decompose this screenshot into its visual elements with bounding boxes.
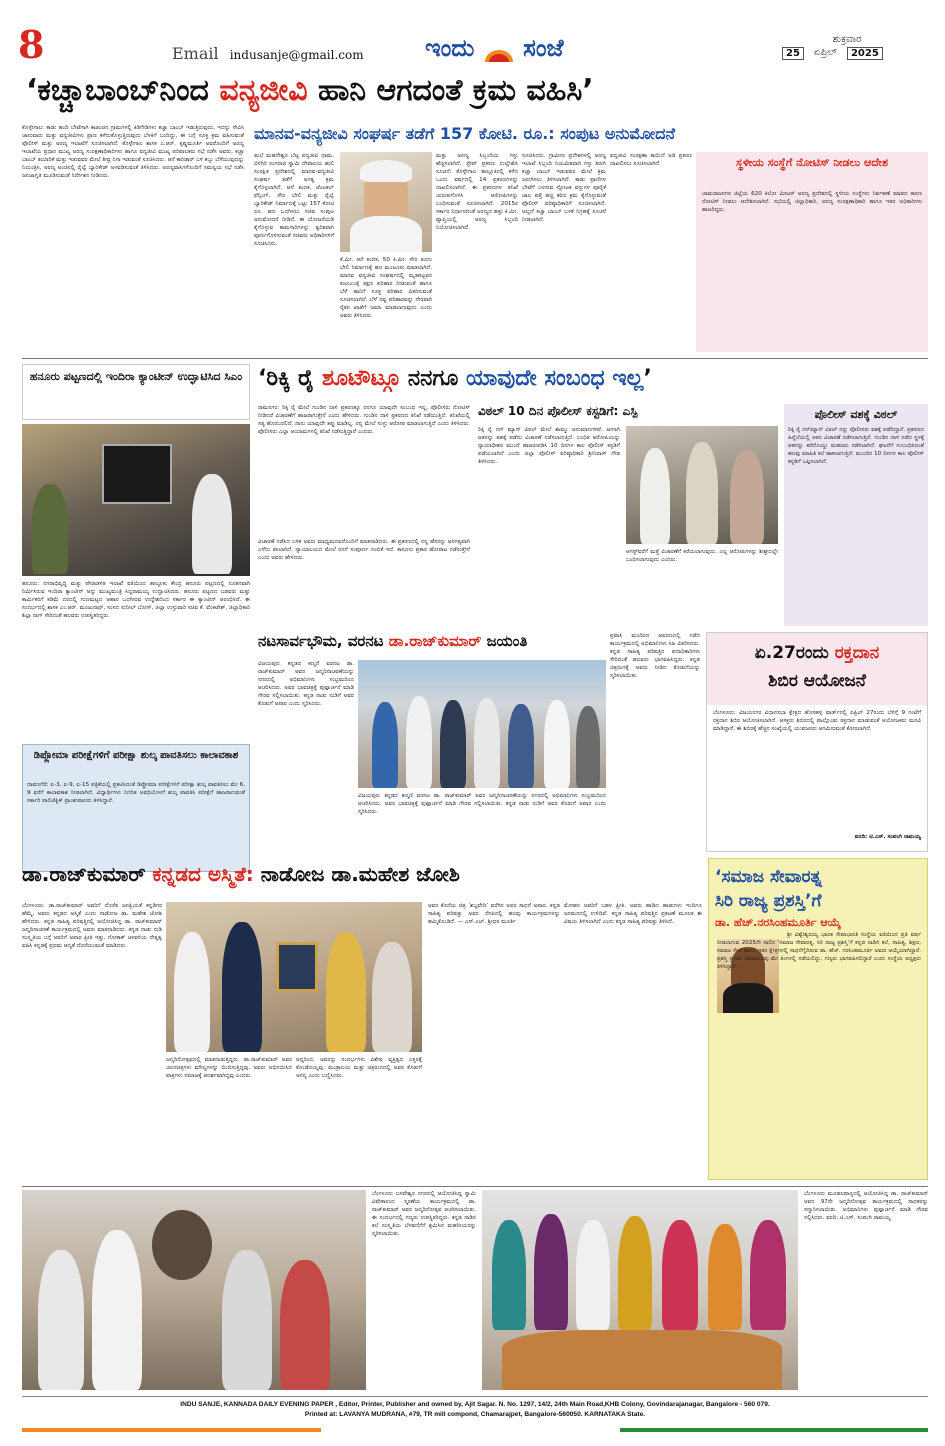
weekday: ಶುಕ್ರವಾರ bbox=[832, 34, 862, 45]
blood-donation-title-line2: ಶಿಬಿರ ಆಯೋಜನೆ bbox=[768, 671, 866, 691]
masthead-right: ಸಂಜೆ bbox=[523, 34, 564, 62]
rikki-headline bbox=[258, 366, 928, 400]
diploma-text: ದಾವಣಗೆರೆ: ಏ-3, ಏ-9, ಏ-15 ಪತ್ರಿಕೆಯಲ್ಲಿ ಪ್ರಕಟಿಸಿದಂತೆ ಡಿಪ್ಲೋಮಾ ಪರೀಕ್ಷೆಗಳಿಗೆ ಪರೀಕ್ಷಾ ಶುಲ್ಕ ಪಾವತಿಸಲು ಮೇ 6, 9 ವರೆಗೆ ಕಾಲಾವಕಾಶ ನೀಡಲಾಗಿದೆ. ವಿದ್ಯಾರ್ಥಿಗಳು ನಿಗದಿತ ಅವಧಿಯೊಳಗೆ ಶುಲ್ಕ ಪಾವತಿಸಿ ಪರೀಕ್ಷೆಗೆ ಹಾಜರಾಗುವಂತೆ ಸರ್ಕಾರಿ ಪಾಲಿಟೆಕ್ನಿಕ್ ಪ್ರಾಂಶುಪಾಲರು ತಿಳಿಸಿದ್ದಾರೆ. bbox=[27, 782, 245, 804]
rikki-side-box bbox=[784, 404, 928, 626]
rikki-headline-part2: ಗೂ ನನಗೂ bbox=[400, 366, 466, 391]
minister-portrait bbox=[340, 152, 432, 252]
footer-tricolor bbox=[22, 1428, 928, 1432]
rikki-side-text: ರಿಕ್ಕಿ ರೈ ಗನ್‌ಮ್ಯಾನ್ ವಿಠಲ್ ನನ್ನು ಪೊಲೀಸರು ವಶಕ್ಕೆ ಪಡೆದಿದ್ದಾರೆ. ಪ್ರಕರಣದ ಹಿನ್ನೆಲೆಯಲ್ಲಿ ಆತನ ವಿಚಾರಣೆ ನಡೆಸಲಾಗುತ್ತಿದೆ. ಗುಂಡಿನ ದಾಳಿ ನಡೆದ ಸ್ಥಳಕ್ಕೆ ಆತನನ್ನು ಕರೆದೊಯ್ದು ಮಹಜರು ನಡೆಸಲಾಗಿದೆ. ಘಟನೆಗೆ ಸಂಬಂಧಿಸಿದಂತೆ ಹಲವು ಮಾಹಿತಿ ಕಲೆ ಹಾಕಲಾಗುತ್ತಿದೆ. ಮುಂದಿನ 10 ದಿನಗಳ ಕಾಲ ಪೊಲೀಸ್ ಕಸ್ಟಡಿಗೆ ಒಪ್ಪಿಸಲಾಗಿದೆ. bbox=[788, 427, 924, 465]
blood-title-red: ರಕ್ತದಾನ bbox=[834, 643, 880, 663]
rikki-subheadline: ವಿಠಲ್ 10 ದಿನ ಪೊಲೀಸ್ ಕಸ್ಟಡಿಗೆ: ಎಸ್ಪಿ bbox=[478, 404, 638, 418]
rikki-headline-blue: ಯಾವುದೇ ಸಂಬಂಧ ಇಲ್ಲ bbox=[465, 366, 644, 391]
diploma-box bbox=[22, 744, 250, 872]
footer-line-2: Printed at: LAVANYA MUDRANA, #79, TR mill compond, Chamarajpet, Bangalore-560050. KARNATAKA State. bbox=[304, 1411, 646, 1418]
rikki-side-title: ಪೊಲೀಸ್ ವಶಕ್ಕೆ ವಿಠಲ್ bbox=[814, 408, 898, 421]
blood-donation-title-line1 bbox=[713, 639, 921, 667]
lead-column-5: ಸೂಚಿಸಿದರು. ಗ್ರಾಮೀಣ ಪ್ರದೇಶಗಳಲ್ಲಿ ಅರಣ್ಯ ಇಲಾಖೆ ಸಿಬ್ಬಂದಿ ನಿಯಮಿತವಾಗಿ ಗಸ್ತು ತಿರುಗಿ ಕಚ್ಚಾ ಬಾಂಬ್ ಇಡುವವರ ಮೇಲೆ ಕ್ರಮ ಜರುಗಿಸಲು ತಿಳಿಸಲಾಗಿದೆ. ಕಾಡು ಪ್ರಾಣಿಗಳ ಬೇಟೆಗೆ ಬಳಸುವ ಸ್ಫೋಟಕ ವಸ್ತುಗಳ ಪೂರೈಕೆ ಜಾಲ ಪತ್ತೆ ಹಚ್ಚಿ ಕಠಿಣ ಕ್ರಮ ಕೈಗೊಳ್ಳುವಂತೆ ಪೊಲೀಸ್ ವರಿಷ್ಠಾಧಿಕಾರಿಗೆ ಸೂಚಿಸಲಾಗಿದೆ. ಅಲ್ಲದೆ ಕಚ್ಚಾ ಬಾಂಬ್ ಬಳಕೆ ನಿಗ್ರಹಕ್ಕೆ ಸೂಚನೆ ನೀಡಲಾಗಿದೆ. bbox=[522, 153, 606, 223]
rajkumar-jayanti-part1: ನಟಸಾರ್ವಭೌಮ, ವರನಟ bbox=[258, 632, 389, 650]
date-year: 2025 bbox=[847, 47, 883, 60]
lead-column-3: ಕೆ.ಮೀ. ಆನೆ ಕಂದಕ, 50 ಕಿ.ಮೀ. ಸೌರ ತೂಗು ಬೇಲಿ ನಿರ್ಮಾಣಕ್ಕೆ ಹಣ ಮಂಜೂರು ಮಾಡಲಾಗಿದೆ. ಮಾನವ ವನ್ಯಜೀವಿ ಸಂಘರ್ಷದಲ್ಲಿ ಮೃತಪಟ್ಟವರ ಕುಟುಂಬಕ್ಕೆ ತಕ್ಷಣ ಪರಿಹಾರ ನೀಡುವಂತೆ ಹಾಗೂ ಬೆಳೆ ಹಾನಿಗೆ ಸೂಕ್ತ ಪರಿಹಾರ ವಿತರಿಸುವಂತೆ ಸೂಚಿಸಲಾಗಿದೆ. ಬೆಳೆ ನಷ್ಟ ಪರಿಹಾರವನ್ನು ನೇರವಾಗಿ ರೈತರ ಖಾತೆಗೆ ಜಮಾ ಮಾಡಲಾಗುವುದು ಎಂದು ಅವರು ತಿಳಿಸಿದರು. bbox=[340, 257, 432, 319]
hanur-box bbox=[22, 364, 250, 420]
footer bbox=[22, 1396, 928, 1424]
sun-logo-icon bbox=[483, 42, 515, 56]
award-title-line1: ‘ಸಮಾಜ ಸೇವಾರತ್ನ bbox=[715, 867, 822, 887]
divider bbox=[22, 1186, 928, 1187]
masthead-left: ಇಂದು bbox=[425, 34, 475, 62]
blood-donation-box bbox=[706, 632, 928, 852]
email-block bbox=[172, 44, 422, 63]
notice-box-text: ಚಾಮರಾಜನಗರ ಜಿಲ್ಲೆಯ 620 ಕಿಲೋ ಮೀಟರ್ ಅರಣ್ಯ ಪ್ರದೇಶದಲ್ಲಿ ಸ್ಥಳೀಯ ಸಂಸ್ಥೆಗಳು ನಿರ್ವಹಣೆ ಮಾಡದ ಕಾರಣ ನೋಟಿಸ್ ನೀಡಲು ಆದೇಶಿಸಲಾಗಿದೆ. ಸಭೆಯಲ್ಲಿ ಜಿಲ್ಲಾಧಿಕಾರಿ, ಅರಣ್ಯ ಸಂರಕ್ಷಣಾಧಿಕಾರಿ ಹಾಗೂ ಇತರ ಅಧಿಕಾರಿಗಳು ಹಾಜರಿದ್ದರು. bbox=[702, 191, 922, 213]
mahesh-photo bbox=[166, 902, 422, 1052]
diploma-headline: ಡಿಪ್ಲೋಮಾ ಪರೀಕ್ಷೆಗಳಿಗೆ ಪರೀಕ್ಷಾ ಶುಲ್ಕ ಪಾವತಿಸಲು ಕಾಲಾವಕಾಶ bbox=[33, 750, 239, 761]
lead-column-4: ಮತ್ತು ಅರಣ್ಯ ಸಿಬ್ಬಂದಿಯ ಗಸ್ತು ಹೆಚ್ಚಿಸಲಾಗಿದೆ. ಸ್ಟೇಪ್ ಪ್ರಕರಣ ಉಲ್ಲೇಖಿಸಿ ಸೂಚನೆ: ಕೊಳ್ಳೇಗಾಲ ತಾಲ್ಲೂಕಿನಲ್ಲಿ ಕಳೆದ ಒಂದು ವರ್ಷದಲ್ಲಿ 14 ಪ್ರಕರಣಗಳನ್ನು ದಾಖಲಿಸಲಾಗಿದೆ. ಈ ಪ್ರಕರಣಗಳ ತನಿಖೆ ಚುರುಕುಗೊಳಿಸಿ ಆರೋಪಿಗಳನ್ನು ಬಂಧಿಸುವಂತೆ ಸೂಚಿಸಲಾಗಿದೆ. 2015ರ ಸರ್ಕಾರ ನಿರ್ಧಾರದಂತೆ ಅರಣ್ಯದ ಹತ್ತು ಕಿ.ಮೀ. ವ್ಯಾಪ್ತಿಯಲ್ಲಿ ಅರಣ್ಯ ಸಿಬ್ಬಂದಿ ನಿಯೋಜಿಸಲಾಗಿದೆ. bbox=[436, 153, 518, 231]
bottom-left-photo bbox=[22, 1190, 366, 1390]
award-subtitle: ಡಾ. ಹೆಚ್.ನರಸಿಂಹಮೂರ್ತಿ ಆಯ್ಕೆ bbox=[715, 916, 841, 929]
lead-headline-part2: ಹಾನಿ ಆಗದಂತೆ ಕ್ರಮ ವಹಿಸಿ’ bbox=[307, 73, 594, 108]
rajkumar-jayanti-red: ಡಾ.ರಾಜ್‌ಕುಮಾರ್ bbox=[388, 632, 482, 650]
rikki-sub-text-1: ರಿಕ್ಕಿ ರೈ ಗನ್ ಮ್ಯಾನ್ ವಿಠಲ್ ಮೇಲೆ ಶಾಮ್ಮು ಅನುಮಾನಗಳಿವೆ. ಹೀಗಾಗಿ ಆತನನ್ನು ವಶಕ್ಕೆ ಪಡೆದು ವಿಚಾರಣೆ ನಡೆಸಲಾಗುತ್ತಿದೆ. ಬಂಧಿತ ಆರೋಪಿಯನ್ನು ನ್ಯಾಯಾಧೀಶರ ಮುಂದೆ ಹಾಜರುಪಡಿಸಿ 10 ದಿನಗಳ ಕಾಲ ಪೊಲೀಸ್ ಕಸ್ಟಡಿಗೆ ಪಡೆಯಲಾಗಿದೆ ಎಂದು ಜಿಲ್ಲಾ ಪೊಲೀಸ್ ವರಿಷ್ಠಾಧಿಕಾರಿ ಶ್ರೀನಿವಾಸ್ ಗೌಡ ತಿಳಿಸಿದರು. bbox=[478, 427, 620, 465]
award-title-line2: ಸಿರಿ ರಾಜ್ಯ ಪ್ರಶಸ್ತಿ’ಗೆ bbox=[715, 891, 822, 911]
rikki-sub-text-2: ಆಗಸ್ಟ್‌ವರೆಗೆ ಮತ್ತೆ ವಿಚಾರಣೆಗೆ ಕರೆಯಲಾಗುವುದು. ಎಲ್ಲ ಆರೋಪಿಗಳನ್ನು ಶೀಘ್ರದಲ್ಲೇ ಬಂಧಿಸಲಾಗುವುದು ಎಂದರು. bbox=[626, 549, 778, 563]
blood-donation-header bbox=[707, 633, 927, 705]
lead-column-6: ವನ್ಯಜೀವಿ ಸಂರಕ್ಷಣಾ ಕಾಯಿದೆ ಅಡಿ ಪ್ರಕರಣ ದಾಖಲಿಸಲು ಸೂಚಿಸಲಾಗಿದೆ. bbox=[610, 153, 692, 167]
lead-column-1: ಕೊಳ್ಳೇಗಾಲ: ಕಾಡು ಹಂದಿ ಬೇಟೆಗಾಗಿ ಕಾಡಂಚಿನ ಗ್ರಾಮಗಳಲ್ಲಿ ಕಿಡಿಗೇಡಿಗಳು ಕಚ್ಚಾ ಬಾಂಬ್ ಇಡುತ್ತಿರುವುದು, ಇದನ್ನು ಸೇವಿಸಿ ಜಾನುವಾರು ಮತ್ತು ವನ್ಯಜೀವಿಗಳು ಪ್ರಾಣ ಕಳೆದುಕೊಳ್ಳುತ್ತಿರುವುದು ಬೆಳಕಿಗೆ ಬಂದಿದ್ದು, ಈ ಬಗ್ಗೆ ಸೂಕ್ತ ಕ್ರಮ ವಹಿಸುವಂತೆ ಪೊಲೀಸ್ ಮತ್ತು ಅರಣ್ಯ ಇಲಾಖೆಗೆ ಸೂಚಿಸಲಾಗಿದೆ. ಕೊಳ್ಳೇಗಾಲ ಶಾಸಕ ಎ.ಆರ್. ಕೃಷ್ಣಮೂರ್ತಿ ಅವರೊಂದಿಗೆ ಅರಣ್ಯ ಇಲಾಖೆಯ ಪ್ರಧಾನ ಮುಖ್ಯ ಅರಣ್ಯ ಸಂರಕ್ಷಣಾಧಿಕಾರಿಗಳು ಹಾಗೂ ವನ್ಯಜೀವಿ ಮುಖ್ಯ ಪರಿಪಾಲಕರು ಸಭೆ ನಡೆಸಿ ಅವರು, ಕಚ್ಚಾ ಬಾಂಬ್ ತಯಾರಿಕೆ ಮತ್ತು ಇಡುವವರ ಮೇಲೆ ತೀವ್ರ ನಿಗಾ ಇಡುವಂತೆ ಸೂಚಿಸಿದರು. ಆನೆ ಕಾರಿಡಾರ್ ಬಳಿ ಕಬ್ಬು ಬೆಳೆಯುವುದನ್ನು ನಿಯಂತ್ರಿಸಿ, ಅರಣ್ಯ ಅಂಚಿನಲ್ಲಿ ರೈಲ್ವೆ ಬ್ಯಾರಿಕೇಡ್ ಅಳವಡಿಸುವಂತೆ ತಿಳಿಸಿದರು. ಅರಣ್ಯವಾಸಿಗಳೊಂದಿಗೆ ಸಮನ್ವಯ ಸಭೆ ನಡೆಸಿ ಜನಜಾಗೃತಿ ಮೂಡಿಸುವಂತೆ ನಿರ್ದೇಶನ ನೀಡಿದರು. bbox=[22, 125, 244, 179]
award-text: ಶ್ರೀ ವಿಶ್ವೇಶ್ವರಯ್ಯ ಭಾರತ ಸೇವಾಭಾರತಿ ಸಂಸ್ಥೆಯ ವತಿಯಿಂದ ಪ್ರತಿ ವರ್ಷ ನೀಡಲಾಗುವ 2025ನೇ ಸಾಲಿನ ‘ಸಮಾಜ ಸೇವಾರತ್ನ, ಸಿರಿ ರಾಜ್ಯ ಪ್ರಶಸ್ತಿ’ಗೆ ಕನ್ನಡ ನಾಡಿನ ಕಲೆ, ಸಾಹಿತ್ಯ, ಶಿಕ್ಷಣ, ಸಮಾಜ ಸೇವೆ ಹಾಗೂ ಇತರ ಕ್ಷೇತ್ರಗಳಲ್ಲಿ ಸಾಧನೆಗೈದಿರುವ ಡಾ. ಹೆಚ್. ನರಸಿಂಹಮೂರ್ತಿ ಅವರು ಆಯ್ಕೆಯಾಗಿದ್ದಾರೆ. ಪ್ರಶಸ್ತಿ ಪ್ರದಾನ ಸಮಾರಂಭವು ಮೇ ತಿಂಗಳಲ್ಲಿ ನಡೆಯಲಿದ್ದು, ಗಣ್ಯರು ಭಾಗವಹಿಸಲಿದ್ದಾರೆ ಎಂದು ಸಂಸ್ಥೆಯ ಅಧ್ಯಕ್ಷರು ತಿಳಿಸಿದ್ದಾರೆ. bbox=[717, 932, 921, 970]
hanur-headline: ಹನೂರು ಪಟ್ಟಣದಲ್ಲಿ ಇಂದಿರಾ ಕ್ಯಾಂಟೀನ್ ಉದ್ಘಾಟಿಸಿದ ಸಿಎಂ bbox=[29, 370, 243, 383]
footer-line-1: INDU SANJE, KANNADA DAILY EVENING PAPER , Editor, Printer, Publisher and owned by, Ajit Sagar. N. No. 1297, 14/2, 24th Main Road,KHB Colony, Govindarajanagar, Bangalore - 560 079. bbox=[180, 1401, 770, 1408]
mahesh-joshi-headline bbox=[22, 862, 702, 896]
rikki-column-1: ರಾಮನಗರ: ರಿಕ್ಕಿ ರೈ ಮೇಲೆ ಗುಂಡಿನ ದಾಳಿ ಪ್ರಕರಣಕ್ಕೂ ನನಗೂ ಯಾವುದೇ ಸಂಬಂಧ ಇಲ್ಲ, ಪೊಲೀಸರು ನೋಟಿಸ್ ನೀಡಿದರೆ ವಿಚಾರಣೆಗೆ ಹಾಜರಾಗುತ್ತೇನೆ ಎಂದು ಹೇಳಿದರು. ಗುಂಡಿನ ದಾಳಿ ಪ್ರಕರಣದ ತನಿಖೆ ನಡೆಯುತ್ತಿದೆ. ತನಿಖೆಯಲ್ಲಿ ಸತ್ಯ ಹೊರಬರಲಿದೆ. ನಾನು ಯಾವುದೇ ತಪ್ಪು ಮಾಡಿಲ್ಲ. ನನ್ನ ಮೇಲೆ ಸುಳ್ಳು ಆರೋಪ ಮಾಡಲಾಗುತ್ತಿದೆ ಎಂದು ತಿಳಿಸಿದರು. ಪೊಲೀಸರು ಎಲ್ಲಾ ಆಯಾಮಗಳಲ್ಲಿ ತನಿಖೆ ನಡೆಸುತ್ತಿದ್ದಾರೆ ಎಂದರು. bbox=[258, 405, 470, 435]
lead-column-2: ಮಲೆ ಮಹದೇಶ್ವರ ಬೆಟ್ಟ ವನ್ಯಜೀವಿ ಧಾಮ, ಬಿಳಿಗಿರಿ ರಂಗನಾಥ ಸ್ವಾಮಿ ದೇವಾಲಯ ಹುಲಿ ಸಂರಕ್ಷಿತ ಪ್ರದೇಶದಲ್ಲಿ ಮಾನವ-ವನ್ಯಜೀವಿ ಸಂಘರ್ಷ ತಡೆಗೆ ಅಗತ್ಯ ಕ್ರಮ ಕೈಗೊಳ್ಳಲಾಗಿದೆ. ಆನೆ ಕಂದಕ, ಟೆಂಟಕಲ್ ಫೆನ್ಸಿಂಗ್, ಸೌರ ಬೇಲಿ ಮತ್ತು ರೈಲ್ವೆ ಬ್ಯಾರಿಕೇಡ್ ನಿರ್ಮಾಣಕ್ಕೆ ಒಟ್ಟು 157 ಕೋಟಿ ರೂ. ಹಣ ಒದಗಿಸಲು ಸಚಿವ ಸಂಪುಟ ಅನುಮೋದನೆ ನೀಡಿದೆ. ಈ ಯೋಜನೆಯಡಿ ಕೈಗೊಳ್ಳುವ ಕಾಮಗಾರಿಗಳನ್ನು ತ್ವರಿತವಾಗಿ ಪೂರ್ಣಗೊಳಿಸುವಂತೆ ಸಚಿವರು ಅಧಿಕಾರಿಗಳಿಗೆ ಸೂಚಿಸಿದರು. bbox=[254, 153, 334, 247]
mahesh-headline-red: ಕನ್ನಡದ ಅಸ್ಮಿತೆ: bbox=[152, 862, 254, 886]
rikki-column-2: ವಿಚಾರಣೆ ನಡೆಸಿದ ಬಳಿಕ ಅವರು ಮಾಧ್ಯಮದವರೊಂದಿಗೆ ಮಾತನಾಡಿದರು. ಈ ಪ್ರಕರಣದಲ್ಲಿ ನನ್ನ ಹೆಸರನ್ನು ಅನಗತ್ಯವಾಗಿ ಎಳೆದು ತರಲಾಗಿದೆ. ನ್ಯಾಯಾಲಯದ ಮೇಲೆ ನನಗೆ ಸಂಪೂರ್ಣ ನಂಬಿಕೆ ಇದೆ. ಕಾನೂನು ಪ್ರಕಾರ ಹೋರಾಟ ನಡೆಸುತ್ತೇನೆ ಎಂದು ಅವರು ಹೇಳಿದರು. bbox=[258, 539, 470, 561]
lead-headline bbox=[26, 73, 926, 119]
lead-headline-highlight: ವನ್ಯಜೀವಿ bbox=[219, 73, 308, 108]
lead-headline-part1: ‘ಕಚ್ಚಾಬಾಂಬ್‌ನಿಂದ bbox=[26, 73, 220, 108]
rajkumar-jayanti-column-3: ವಿಜಯಪುರ: ಕನ್ನಡದ ಕಣ್ಮಣಿ ವರನಟ ಡಾ. ರಾಜ್‌ಕುಮಾರ್ ಅವರ ಜನ್ಮದಿನಾಚರಣೆಯನ್ನು ನಗರದಲ್ಲಿ ಅಭಿಮಾನಿಗಳು ಸಂಭ್ರಮದಿಂದ ಆಚರಿಸಿದರು. ಅವರ ಭಾವಚಿತ್ರಕ್ಕೆ ಪುಷ್ಪಾರ್ಚನೆ ಮಾಡಿ ಗೌರವ ಸಲ್ಲಿಸಲಾಯಿತು. ಕನ್ನಡ ನಾಡು ನುಡಿಗೆ ಅವರ ಕೊಡುಗೆ ಅಪಾರ ಎಂದು ಸ್ಮರಿಸಿದರು. bbox=[358, 793, 606, 815]
blood-donation-credit: ವರದಿ: ಟಿ.ಎಸ್. ಸಂಪಂಗಿ ರಾಮಯ್ಯ bbox=[854, 834, 921, 840]
rikki-headline-part1: ‘ರಿಕ್ಕಿ ರೈ bbox=[258, 366, 322, 391]
date-day: 25 bbox=[782, 47, 804, 60]
date-block bbox=[782, 34, 932, 62]
email-address[interactable]: indusanje@gmail.com bbox=[229, 48, 364, 62]
notice-box-title: ಸ್ಥಳೀಯ ಸಂಸ್ಥೆಗೆ ನೋಟಿಸ್ ನೀಡಲು ಆದೇಶ bbox=[736, 156, 888, 169]
lead-subheadline: ಮಾನವ-ವನ್ಯಜೀವಿ ಸಂಘರ್ಷ ತಡೆಗೆ 157 ಕೋಟಿ. ರೂ.: ಸಂಪುಟ ಅನುಮೋದನೆ bbox=[254, 124, 676, 143]
rikki-headline-part3: ’ bbox=[643, 366, 652, 391]
bottom-middle-text: ಬೆಂಗಳೂರು ಬಸವೇಶ್ವರ ನಗರದಲ್ಲಿ ಆಯೋಜಿಸಿದ್ದ ಸ್ವಾಮಿ ವಿವೇಕಾನಂದ ಸ್ಮರಣೆಯ ಕಾರ್ಯಕ್ರಮದಲ್ಲಿ ಡಾ. ರಾಜ್‌ಕುಮಾರ್ ಅವರ ಜನ್ಮದಿನೋತ್ಸವ ಆಚರಿಸಲಾಯಿತು. ಈ ಸಂದರ್ಭದಲ್ಲಿ ಗಣ್ಯರು ಉಪಸ್ಥಿತರಿದ್ದರು. ಕನ್ನಡ ನಾಡಿನ ಕಲೆ ಸಂಸ್ಕೃತಿಯ ಬೆಳವಣಿಗೆಗೆ ಶ್ರಮಿಸಿದ ಮಹನೀಯರನ್ನು ಸ್ಮರಿಸಲಾಯಿತು. bbox=[372, 1191, 476, 1237]
mahesh-column-4: ಅವರ ಕೊನೆಯ ಚಿತ್ರ ‘ಶಬ್ದವೇದಿ’ ವರೆಗಿನ ಅವರ ಸಾಧನೆ ಅಪಾರ. ಕನ್ನಡ ಸಾಹಿತ್ಯ ಪರಿಷತ್ತು ಅವರ ನೆನಪಿನಲ್ಲಿ ಹಲವು ಕಾರ್ಯಕ್ರಮಗಳನ್ನು ಹಮ್ಮಿಕೊಂಡಿದೆ. — ಎಸ್.ಎಲ್. ಶ್ರೀಧರ ಮೂರ್ತಿ bbox=[428, 903, 560, 925]
rajkumar-jayanti-part2: ಜಯಂತಿ bbox=[481, 632, 528, 650]
divider bbox=[22, 358, 928, 359]
mahesh-headline-part2: ನಾಡೋಜ ಡಾ.ಮಹೇಶ ಜೋಶಿ bbox=[253, 862, 460, 886]
rajkumar-jayanti-photo bbox=[358, 660, 606, 788]
rajkumar-jayanti-column-2: ಪ್ರವಾಸಿ ಮಂದಿರದ ಆವರಣದಲ್ಲಿ ನಡೆದ ಕಾರ್ಯಕ್ರಮದಲ್ಲಿ ಅಭಿಮಾನಿಗಳು ಸಿಹಿ ವಿತರಿಸಿದರು. ಕನ್ನಡ ಸಾಹಿತ್ಯ ಪರಿಷತ್ತಿನ ಪದಾಧಿಕಾರಿಗಳು ಸೇರಿದಂತೆ ಹಲವರು ಭಾಗವಹಿಸಿದ್ದರು. ಕನ್ನಡ ಚಿತ್ರರಂಗಕ್ಕೆ ಅವರು ನೀಡಿದ ಕೊಡುಗೆಯನ್ನು ಸ್ಮರಿಸಲಾಯಿತು. bbox=[610, 633, 700, 679]
date-month: ಏಪ್ರಿಲ್ bbox=[813, 47, 837, 58]
hanur-text: ಹನೂರು: ನಗರಾಭಿವೃದ್ಧಿ ಮತ್ತು ಪೌರಾಡಳಿತ ಇಲಾಖೆ ವತಿಯಿಂದ ತಾಲ್ಲೂಕು ಕೇಂದ್ರ ಹನೂರು ಪಟ್ಟಣದಲ್ಲಿ ನೂತನವಾಗಿ ನಿರ್ಮಿಸಿರುವ ಇಂದಿರಾ ಕ್ಯಾಂಟೀನ್ ಅನ್ನು ಮುಖ್ಯಮಂತ್ರಿ ಸಿದ್ದರಾಮಯ್ಯ ಉದ್ಘಾಟಿಸಿದರು. ಹನೂರು ಪಟ್ಟಣದ ಬಡವರು ಮತ್ತು ಕಾರ್ಮಿಕರಿಗೆ ಕಡಿಮೆ ದರದಲ್ಲಿ ಗುಣಮಟ್ಟದ ಆಹಾರ ಒದಗಿಸುವ ಉದ್ದೇಶದಿಂದ ಸರ್ಕಾರ ಈ ಕ್ಯಾಂಟೀನ್ ಆರಂಭಿಸಿದೆ. ಈ ಸಂದರ್ಭದಲ್ಲಿ ಶಾಸಕ ಎಂ.ಆರ್. ಮಂಜುನಾಥ್, ಸಂಸದ ಸುನೀಲ್ ಬೋಸ್, ಜಿಲ್ಲಾ ಉಸ್ತುವಾರಿ ಸಚಿವ ಕೆ. ವೆಂಕಟೇಶ್, ಜಿಲ್ಲಾಧಿಕಾರಿ ಶಿಲ್ಪಾ ನಾಗ್ ಸೇರಿದಂತೆ ಹಲವರು ಉಪಸ್ಥಿತರಿದ್ದರು. bbox=[22, 581, 250, 619]
page-header bbox=[0, 0, 945, 67]
rikki-photo bbox=[626, 426, 778, 544]
mahesh-column-2: ಜನ್ಮದಿನೋತ್ಸವದಲ್ಲಿ ಮಾತನಾಡುತ್ತಿದ್ದರು. ಡಾ.ರಾಜ್‌ಕುಮಾರ್ ಅವರ ಚಲನಚಿತ್ರಗಳು ಮೌಲ್ಯಗಳನ್ನು ಬಿಂಬಿಸುತ್ತಿದ್ದವು. ಅವರು ಅಭಿನಯಿಸಿದ ಪಾತ್ರಗಳು ಸಮಾಜಕ್ಕೆ ಆದರ್ಶವಾಗಿದ್ದವು ಎಂದರು. bbox=[166, 1057, 292, 1079]
notice-box bbox=[696, 152, 928, 352]
mahesh-column-3: ಆದ್ದರಿಂದ, ಅವರನ್ನು ಸಂದರ್ಭಗಳು ವಿಶೇಷ ವ್ಯಕ್ತಿತ್ವದ ಎತ್ತರಕ್ಕೆ ಕೊಂಡೊಯ್ದವು. ಮಂತ್ರಾಲಯ ಮತ್ತು ಚಿತ್ರರಂಗದಲ್ಲಿ ಅವರ ಕೊಡುಗೆ ಅನನ್ಯ ಎಂದು ಬಣ್ಣಿಸಿದರು. bbox=[296, 1057, 422, 1079]
bottom-right-text: ಬೆಂಗಳೂರು ಮೂಡಲಪಾಳ್ಯದಲ್ಲಿ ಆಯೋಜಿಸಿದ್ದ ಡಾ. ರಾಜ್‌ಕುಮಾರ್ ಅವರ 97ನೇ ಜನ್ಮದಿನೋತ್ಸವ ಕಾರ್ಯಕ್ರಮದಲ್ಲಿ ಸಾಧಕರನ್ನು ಸನ್ಮಾನಿಸಲಾಯಿತು. ಅಭಿಮಾನಿಗಳು ಪುಷ್ಪಾರ್ಚನೆ ಮಾಡಿ ಗೌರವ ಸಲ್ಲಿಸಿದರು. ವರದಿ: ಟಿ.ಎಸ್. ಸಂಪಂಗಿ ರಾಮಯ್ಯ bbox=[804, 1191, 928, 1221]
mahesh-column-1: ಬೆಂಗಳೂರು: ಡಾ.ರಾಜ್‌ಕುಮಾರ್ ಅವರಿಗೆ ದೊರೆತ ಜನಪ್ರಿಯತೆ ಕನ್ನಡಿಗರ ಹೆಮ್ಮೆ. ಅವರು ಕನ್ನಡದ ಅಸ್ಮಿತೆ ಎಂದು ನಾಡೋಜ ಡಾ. ಮಹೇಶ ಜೋಶಿ ಹೇಳಿದರು. ಕನ್ನಡ ಸಾಹಿತ್ಯ ಪರಿಷತ್ತಿನಲ್ಲಿ ಆಯೋಜಿಸಿದ್ದ ಡಾ. ರಾಜ್‌ಕುಮಾರ್ ಜನ್ಮದಿನಾಚರಣೆ ಕಾರ್ಯಕ್ರಮದಲ್ಲಿ ಅವರು ಮಾತನಾಡಿದರು. ಕನ್ನಡ ನಾಡು ನುಡಿ ಸಂಸ್ಕೃತಿಯ ಬಗ್ಗೆ ಅವರಿಗೆ ಅಪಾರ ಪ್ರೀತಿ ಇತ್ತು. ಗೋಕಾಕ್ ಚಳವಳಿಯ ನೇತೃತ್ವ ವಹಿಸಿ ಕನ್ನಡಕ್ಕೆ ಪ್ರಥಮ ಆದ್ಯತೆ ದೊರೆಯುವಂತೆ ಮಾಡಿದರು. bbox=[22, 903, 162, 949]
page-number: 8 bbox=[18, 22, 45, 67]
masthead-logo bbox=[425, 34, 564, 64]
rikki-headline-red: ಶೂಟೌಟ್ bbox=[321, 366, 401, 391]
hanur-photo bbox=[22, 424, 250, 576]
blood-donation-text: ಬೆಂಗಳೂರು: ವಿಜಯನಗರ ವಿಧಾನಸಭಾ ಕ್ಷೇತ್ರದ ಹೊಸಹಳ್ಳಿ ವಾರ್ಡ್‌ನಲ್ಲಿ ಏಪ್ರಿಲ್ 27ರಂದು ಬೆಳಿಗ್ಗೆ 9 ಗಂಟೆಗೆ ರಕ್ತದಾನ ಶಿಬಿರ ಆಯೋಜಿಸಲಾಗಿದೆ. ಆಸಕ್ತರು ಶಿಬಿರದಲ್ಲಿ ಪಾಲ್ಗೊಂಡು ರಕ್ತದಾನ ಮಾಡುವಂತೆ ಆಯೋಜಕರು ಮನವಿ ಮಾಡಿದ್ದಾರೆ. ಈ ಶಿಬಿರಕ್ಕೆ ಹೆಚ್ಚಿನ ಸಂಖ್ಯೆಯಲ್ಲಿ ಯುವಜನರು ಆಗಮಿಸುವಂತೆ ಕೋರಲಾಗಿದೆ. bbox=[713, 710, 921, 732]
mahesh-column-5: ಮೋಹನ ಅವರಿಗೆ ಬಹಳ ಪ್ರೀತಿ. ಅವರು ಹಾಡಿದ ಹಾಡುಗಳು ಇಂದಿಗೂ ಜನಮನದಲ್ಲಿ ಉಳಿದಿವೆ. ಕನ್ನಡ ಸಾಹಿತ್ಯ ಪರಿಷತ್ತಿನ ಪ್ರಕಟಣೆ ಮೂಲಕ ಈ ವಿಷಯ ತಿಳಿಸಲಾಗಿದೆ ಎಂದು ಕನ್ನಡ ಸಾಹಿತ್ಯ ಪರಿಷತ್ತು ತಿಳಿಸಿದೆ. bbox=[564, 903, 702, 925]
blood-title-part1: ಏ.27ರಂದು bbox=[754, 643, 835, 663]
bottom-right-photo bbox=[482, 1190, 798, 1390]
mahesh-headline-part1: ಡಾ.ರಾಜ್‌ಕುಮಾರ್ bbox=[22, 862, 153, 886]
rajkumar-jayanti-column-1: ವಿಜಯಪುರ: ಕನ್ನಡದ ಕಣ್ಮಣಿ ವರನಟ ಡಾ. ರಾಜ್‌ಕುಮಾರ್ ಅವರ ಜನ್ಮದಿನಾಚರಣೆಯನ್ನು ನಗರದಲ್ಲಿ ಅಭಿಮಾನಿಗಳು ಸಂಭ್ರಮದಿಂದ ಆಚರಿಸಿದರು. ಅವರ ಭಾವಚಿತ್ರಕ್ಕೆ ಪುಷ್ಪಾರ್ಚನೆ ಮಾಡಿ ಗೌರವ ಸಲ್ಲಿಸಲಾಯಿತು. ಕನ್ನಡ ನಾಡು ನುಡಿಗೆ ಅವರ ಕೊಡುಗೆ ಅಪಾರ ಎಂದು ಸ್ಮರಿಸಿದರು. bbox=[258, 661, 354, 707]
award-box bbox=[708, 858, 928, 1180]
email-label: Email bbox=[172, 44, 219, 63]
